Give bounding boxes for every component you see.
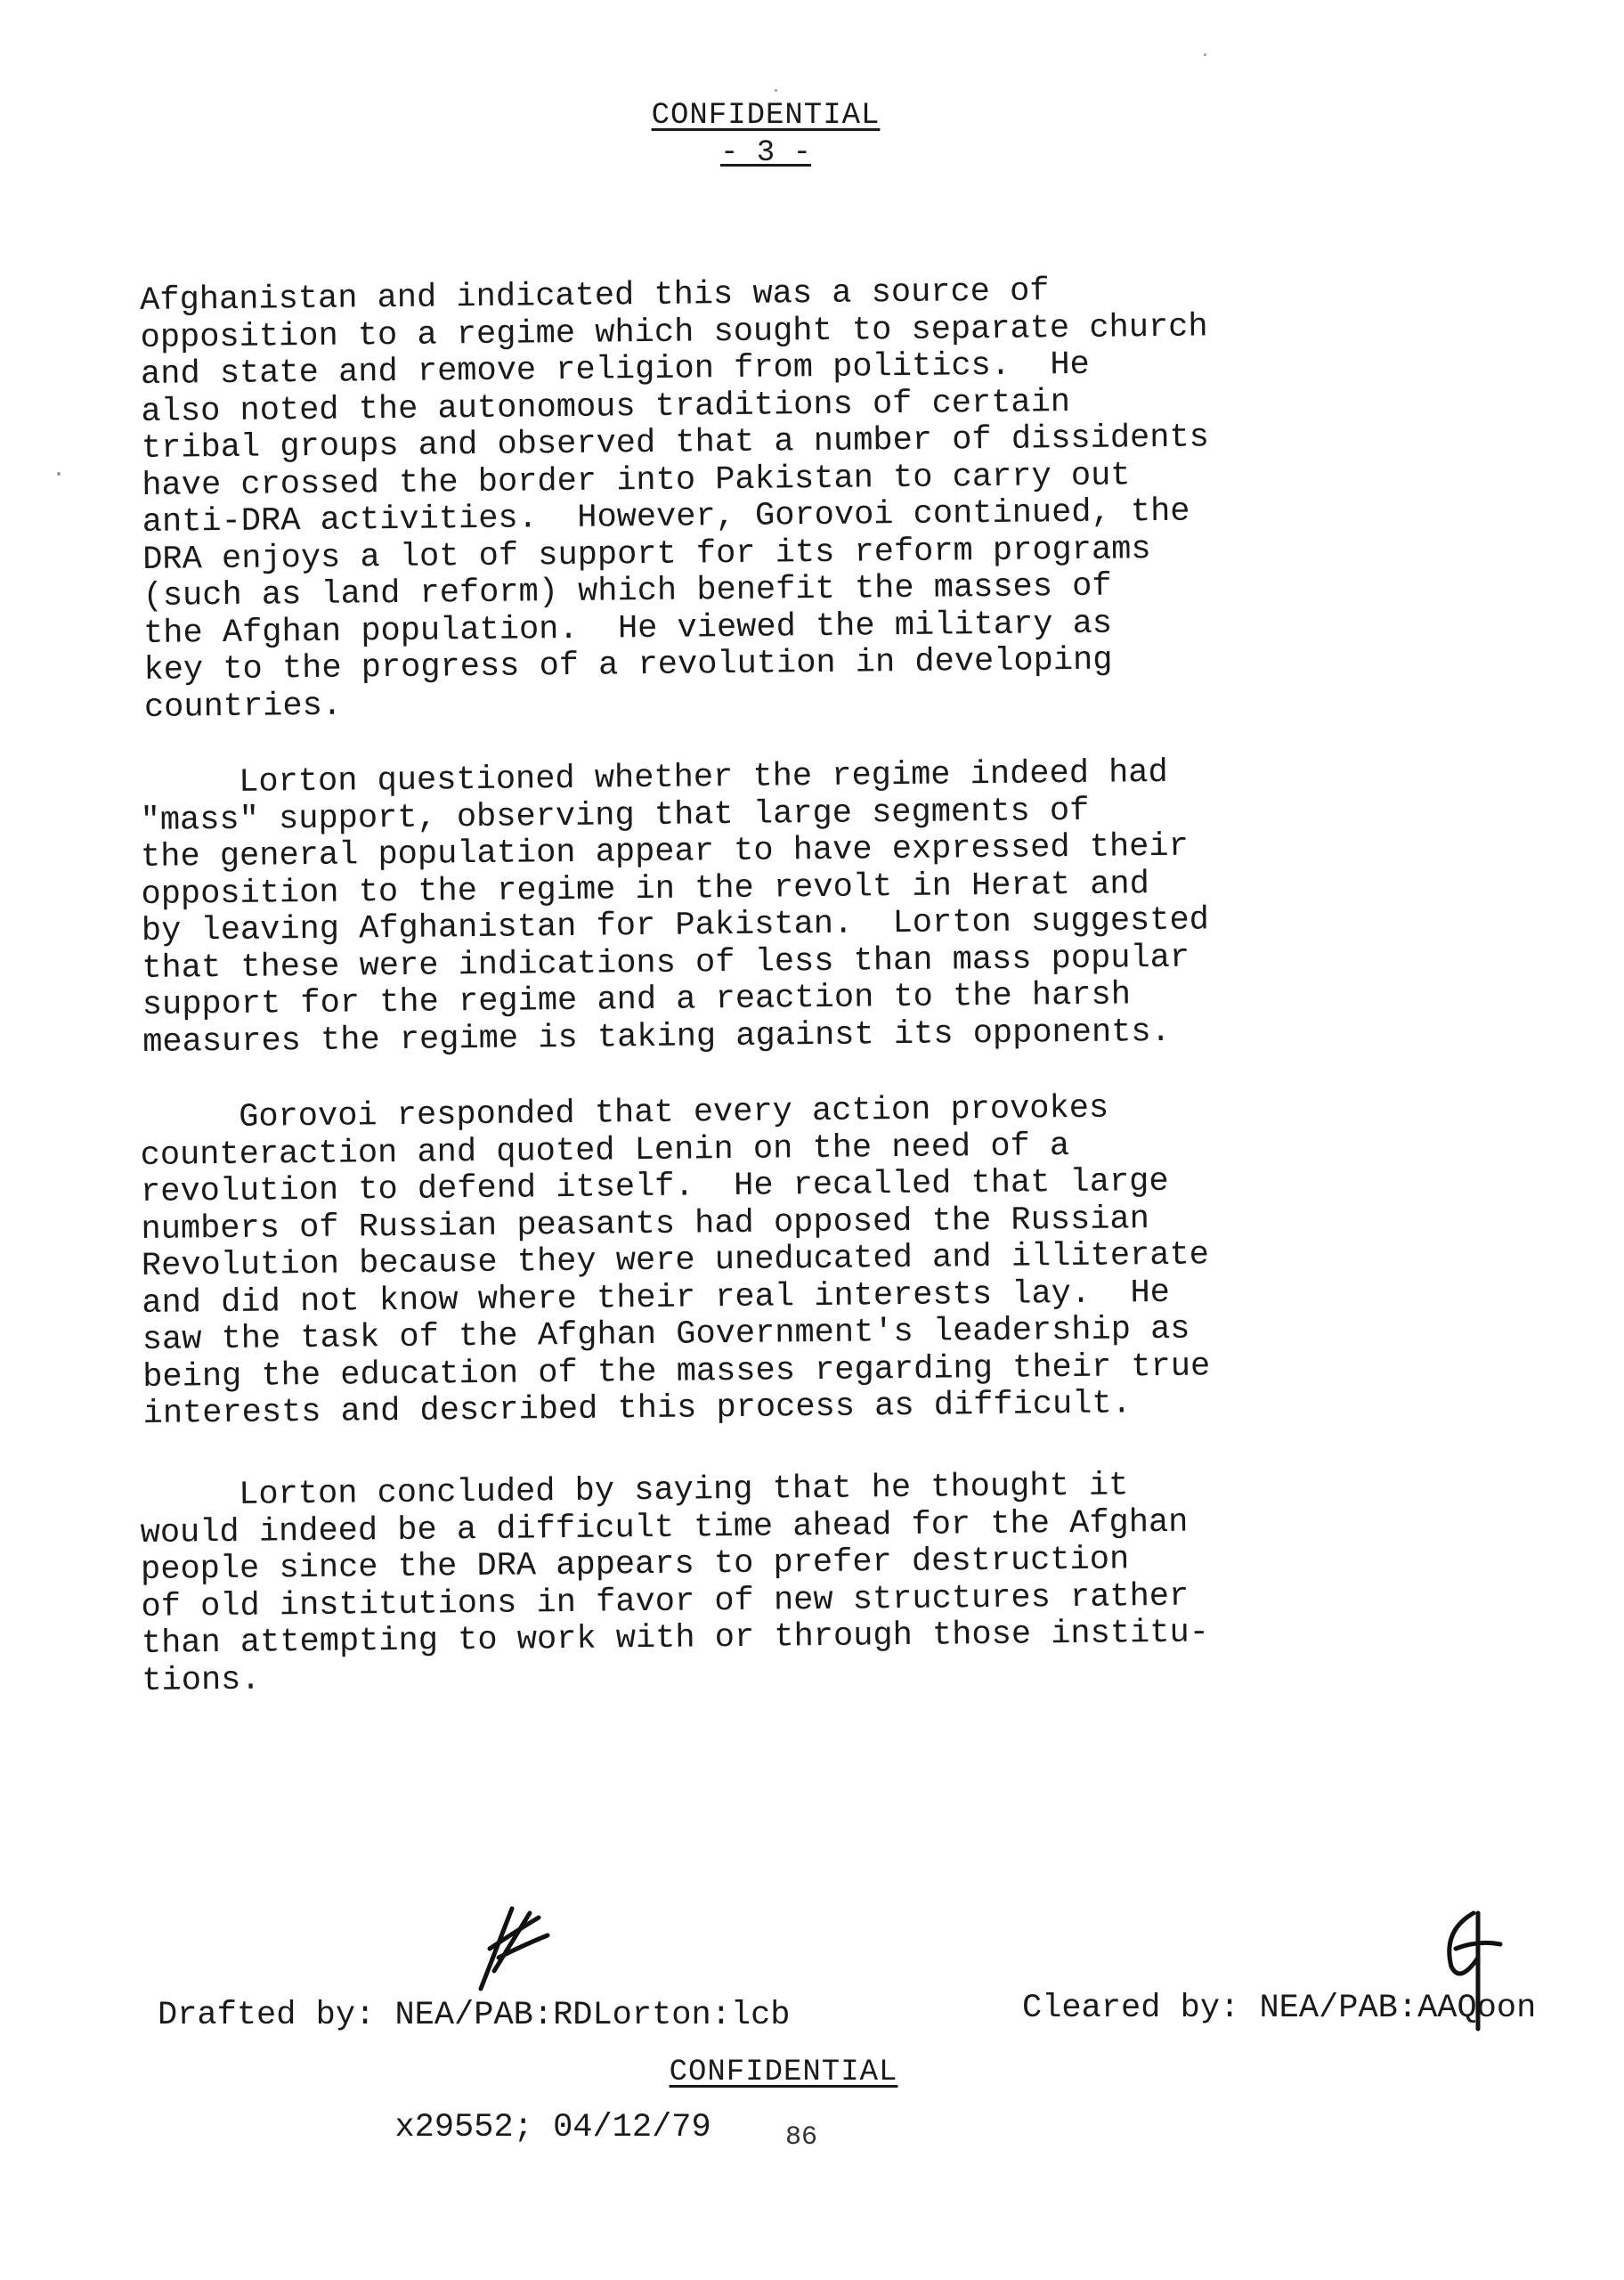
text-line: the general population appear to have expressed their [140, 827, 1190, 876]
text-line: of old institutions in favor of new structures rather [141, 1577, 1190, 1626]
text-line: support for the regime and a reaction to the harsh [142, 976, 1132, 1024]
text-line: than attempting to work with or through those institu- [141, 1614, 1210, 1663]
cleared-by-line: Cleared by: NEA/PAB:AAQoon [1022, 1990, 1537, 2027]
text-line: and state and remove religion from politics. He [140, 346, 1091, 394]
text-line: Afghanistan and indicated this was a source of [139, 273, 1050, 320]
text-line: Gorovoi responded that every action provokes [139, 1089, 1109, 1137]
text-line: have crossed the border into Pakistan to carry out [142, 456, 1131, 505]
text-line: Lorton concluded by saying that he thought it [139, 1467, 1129, 1515]
text-line: by leaving Afghanistan for Pakistan. Lorton suggested [141, 901, 1210, 950]
text-line: tions. [142, 1661, 261, 1700]
text-line: (such as land reform) which benefit the masses of [142, 567, 1112, 615]
text-line: opposition to the regime in the revolt in Herat and [141, 865, 1150, 914]
text-line: the Afghan population. He viewed the military as [142, 605, 1113, 653]
text-line: also noted the autonomous traditions of certain [141, 383, 1071, 431]
scan-speck [1204, 53, 1206, 56]
drafted-initials-signature [463, 1895, 561, 2002]
text-line: "mass" support, observing that large segments of [140, 792, 1090, 840]
text-line: being the education of the masses regarding their true [142, 1347, 1211, 1396]
page-header [623, 96, 908, 171]
scan-speck [57, 472, 61, 476]
text-line: Revolution because they were uneducated and illiterate [141, 1236, 1210, 1285]
text-line: Lorton questioned whether the regime indeed had [139, 753, 1168, 802]
page-number: - 3 - [719, 136, 812, 170]
text-line: saw the task of the Afghan Government's leadership as [142, 1310, 1190, 1359]
text-line: key to the progress of a revolution in developing [143, 641, 1113, 689]
text-line: and did not know where their real interests lay. He [142, 1274, 1171, 1323]
text-line: tribal groups and observed that a number of dissidents [141, 419, 1210, 468]
document-number: 86 [784, 2122, 817, 2153]
text-line: that these were indications of less than mass popular [142, 939, 1190, 988]
header-classification: CONFIDENTIAL [651, 99, 881, 133]
cleared-initials-signature [1425, 1895, 1522, 2038]
paragraph-4 [140, 1465, 1389, 1700]
footer-classification: CONFIDENTIAL [669, 2056, 898, 2089]
scan-speck [775, 89, 777, 92]
text-line: would indeed be a difficult time ahead for the Afghan [140, 1503, 1189, 1552]
drafted-by-line: Drafted by: NEA/PAB:RDLorton:lcb [158, 1997, 791, 2034]
text-line: anti-DRA activities. However, Gorovoi continued, the [142, 493, 1190, 542]
text-line: numbers of Russian peasants had opposed the Russian [141, 1200, 1150, 1249]
text-line: interests and described this process as difficult. [142, 1385, 1133, 1433]
text-line: counteraction and quoted Lenin on the need of a [140, 1127, 1070, 1175]
text-line: opposition to a regime which sought to separate church [140, 307, 1208, 357]
drafted-by-phone-date: x29552; 04/12/79 [158, 2109, 711, 2146]
text-line: countries. [143, 687, 343, 727]
paragraph-2 [140, 753, 1389, 1062]
paragraph-3 [140, 1087, 1390, 1433]
text-line: DRA enjoys a lot of support for its reform programs [142, 530, 1151, 579]
text-line: revolution to defend itself. He recalled that large [140, 1162, 1169, 1211]
text-line: people since the DRA appears to prefer destruction [140, 1541, 1130, 1589]
paragraph-1 [140, 270, 1391, 727]
text-line: measures the regime is taking against its opponents. [142, 1013, 1172, 1062]
